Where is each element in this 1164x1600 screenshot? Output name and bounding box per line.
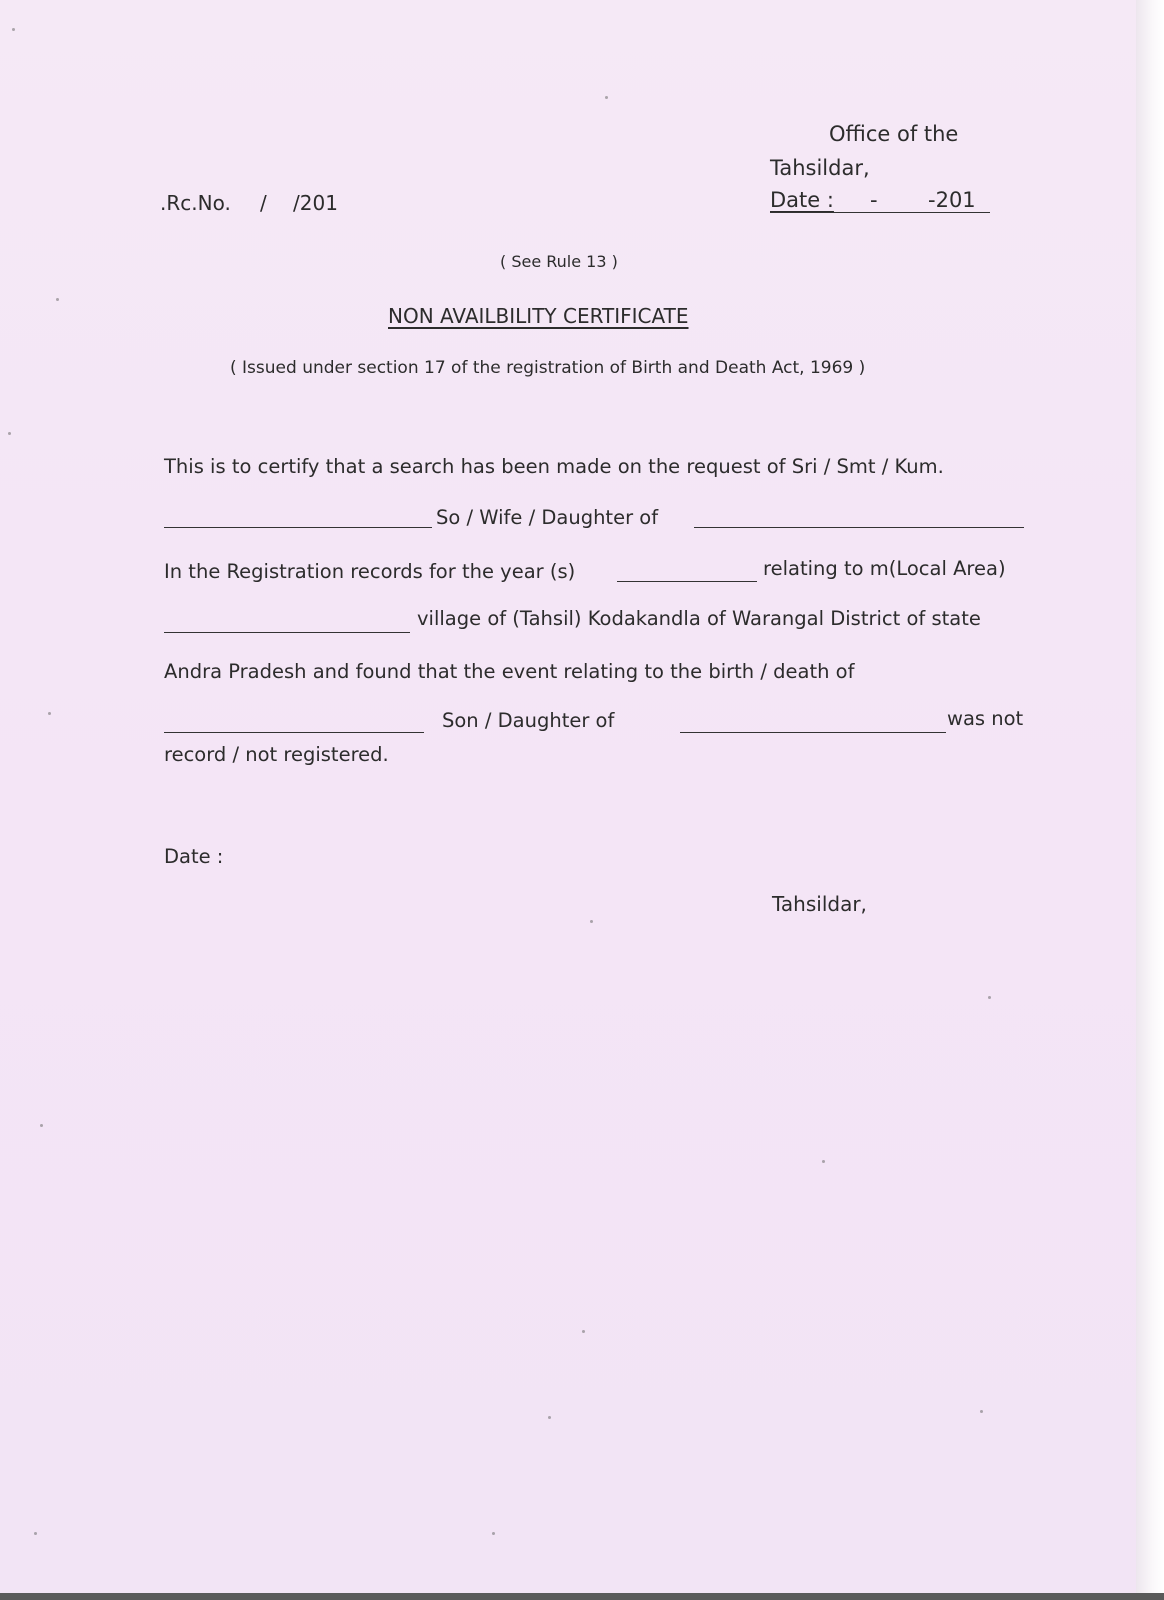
blank-year-field [617,581,757,582]
blank-child-name-field [164,732,424,733]
scan-speck [48,712,51,715]
header-date-year: -201 [928,188,976,212]
see-rule: ( See Rule 13 ) [500,252,618,271]
footer-date-label: Date : [164,845,224,868]
header-date-underline [770,212,990,213]
scan-speck [34,1532,37,1535]
body-line-6-relation: Son / Daughter of [442,709,615,732]
scan-speck [12,28,15,31]
body-line-3-end: relating to m(Local Area) [763,557,1006,580]
body-line-7: record / not registered. [164,743,389,766]
scan-speck [40,1124,43,1127]
blank-name-field [164,527,432,528]
office-line-2: Tahsildar, [770,156,870,180]
scan-speck [8,432,11,435]
blank-parent-field [694,527,1024,528]
rc-no-year: /201 [293,191,338,215]
scan-edge-bottom [0,1593,1164,1600]
body-line-4: village of (Tahsil) Kodakandla of Warangal District of state [417,607,981,630]
issued-under-act: ( Issued under section 17 of the registration of Birth and Death Act, 1969 ) [230,358,866,378]
scan-speck [980,1410,983,1413]
scan-speck [988,996,991,999]
scan-speck [56,298,59,301]
header-date-label: Date : [770,188,834,212]
footer-signatory: Tahsildar, [772,892,867,916]
scan-speck [605,96,608,99]
scan-speck [492,1532,495,1535]
blank-child-parent-field [680,732,946,733]
header-date-separator: - [870,188,878,212]
body-line-5: Andra Pradesh and found that the event relating to the birth / death of [164,660,855,683]
rc-no-label: .Rc.No. [160,191,231,215]
body-line-1: This is to certify that a search has been made on the request of Sri / Smt / Kum. [164,455,944,478]
body-line-3-start: In the Registration records for the year (s) [164,560,576,583]
blank-local-area-field [164,632,410,633]
rc-no-slash: / [260,191,267,215]
scan-speck [822,1160,825,1163]
scan-edge-right [1136,0,1164,1600]
body-line-6-end: was not [947,707,1024,730]
certificate-heading: NON AVAILBILITY CERTIFICATE [388,304,689,328]
scan-speck [548,1416,551,1419]
office-line-1: Office of the [829,122,959,146]
scan-speck [590,920,593,923]
scan-speck [582,1330,585,1333]
body-line-2-relation: So / Wife / Daughter of [436,506,659,529]
